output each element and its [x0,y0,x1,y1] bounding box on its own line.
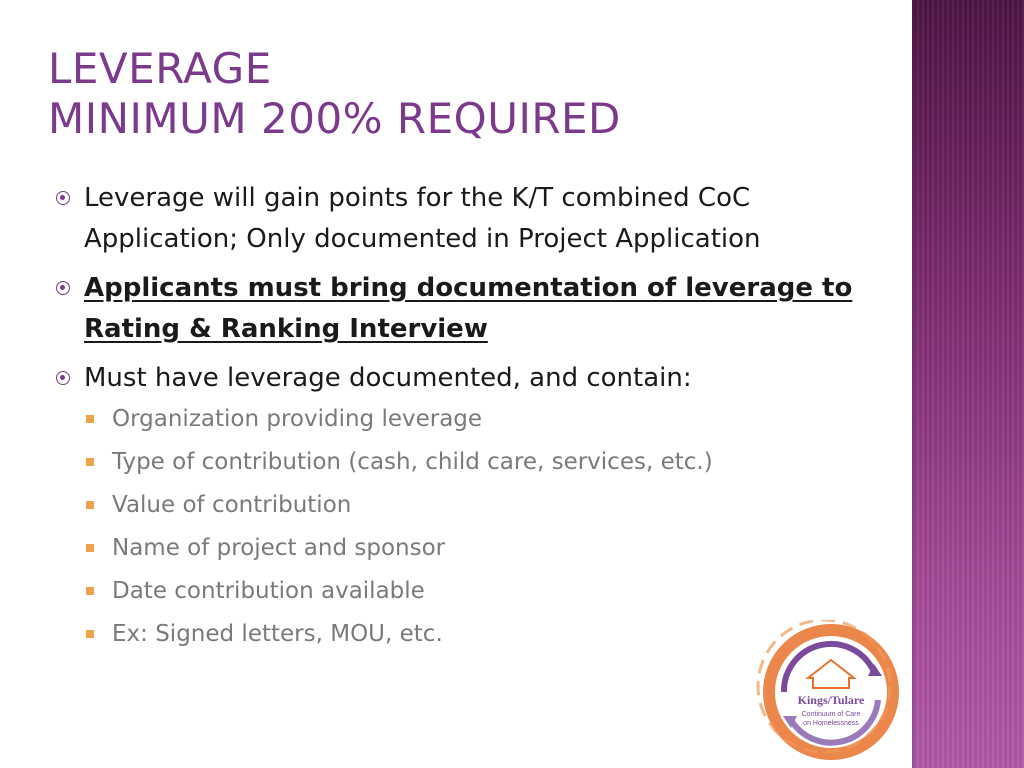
circle-bullet-icon [56,191,70,205]
sub-bullet-item [86,401,792,438]
bullet-list [56,178,856,659]
logo-text-line2: Continuum of Care [801,711,861,718]
logo-purple-arc-top [784,644,874,692]
sub-bullet-text: Date contribution available [112,578,425,604]
bullet-item [56,268,856,350]
logo-text-line1: Kings/Tulare [797,693,865,707]
logo-outer-splash [758,620,890,752]
sidebar-edge [912,0,915,768]
logo-orange-ring [769,630,893,754]
square-bullet-icon [86,544,94,552]
sub-bullet-text: Name of project and sponsor [112,535,446,561]
sub-bullet-list [56,401,856,653]
square-bullet-icon [86,415,94,423]
sub-bullet-text: Organization providing leverage [112,406,483,432]
title-line-1: LEVERAGE [48,44,272,93]
sub-bullet-item [86,530,792,567]
square-bullet-icon [86,458,94,466]
logo-house-icon [808,660,854,688]
circle-bullet-icon [56,281,70,295]
circle-bullet-icon [56,371,70,385]
bullet-item [56,178,856,260]
sub-bullet-text: Value of contribution [112,492,352,518]
bullet-text: Leverage will gain points for the K/T combined CoC Application; Only documented in Project Application [84,183,761,254]
sub-bullet-text: Ex: Signed letters, MOU, etc. [112,621,443,647]
decorative-sidebar [912,0,1024,768]
square-bullet-icon [86,587,94,595]
sub-bullet-item [86,444,792,481]
sub-bullet-item [86,616,792,653]
bullet-text: Must have leverage documented, and contain: [84,363,692,393]
kings-tulare-logo [756,620,906,762]
sub-bullet-text: Type of contribution (cash, child care, services, etc.) [112,449,713,475]
square-bullet-icon [86,630,94,638]
sub-bullet-item [86,573,792,610]
title-line-2: MINIMUM 200% REQUIRED [48,94,621,143]
sub-bullet-item [86,487,792,524]
bullet-item [56,358,856,399]
bullet-text-emphasized: Applicants must bring documentation of leverage to Rating & Ranking Interview [84,273,853,344]
slide-title [48,44,621,144]
logo-text-line3: on Homelessness [803,720,859,727]
square-bullet-icon [86,501,94,509]
